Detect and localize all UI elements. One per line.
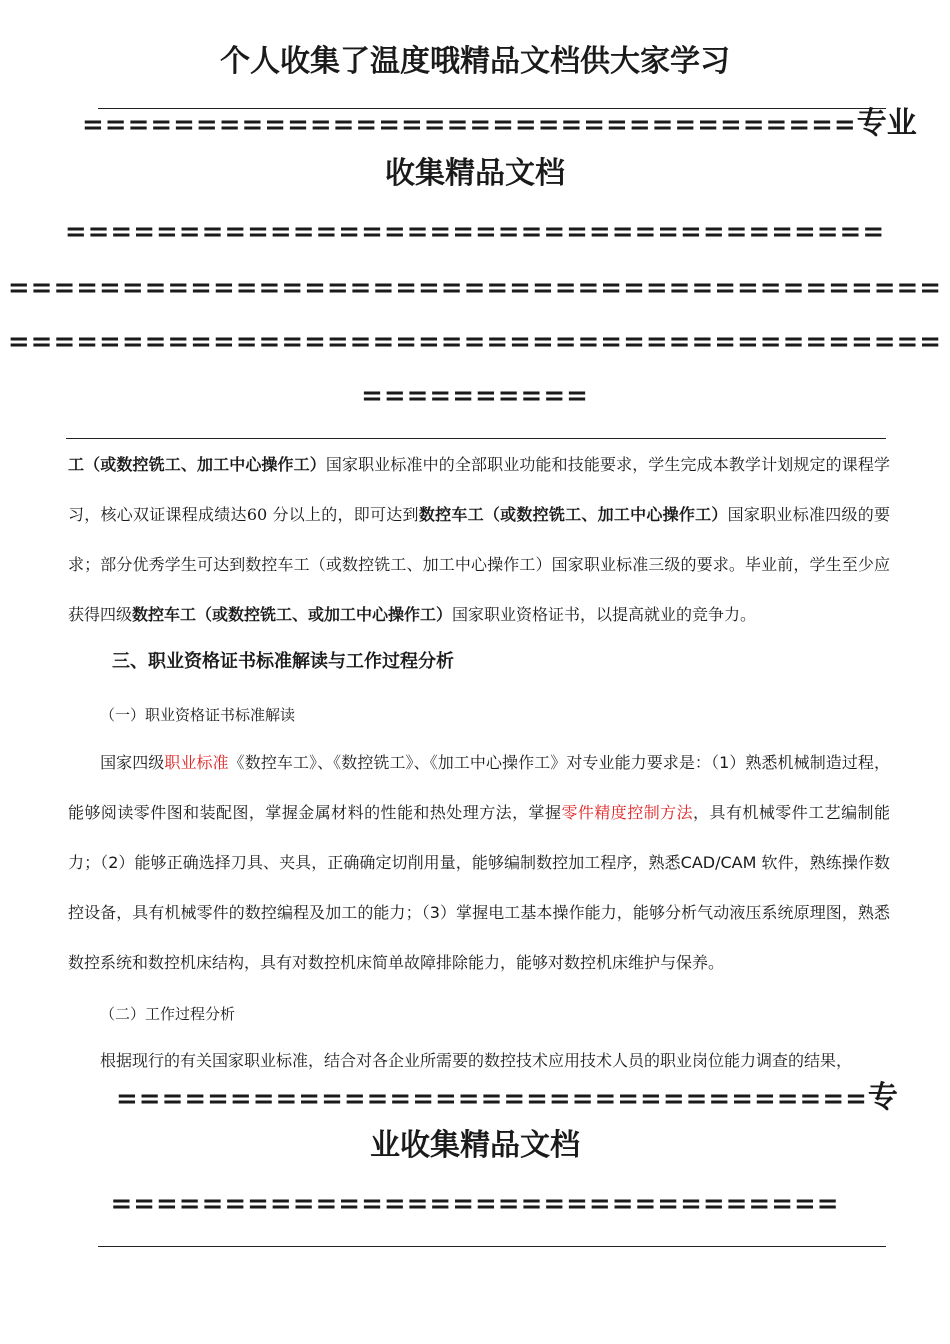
header-subtitle: 收集精品文档	[385, 156, 565, 191]
p1-number: 60	[246, 505, 268, 524]
header-eq-line-1	[82, 104, 917, 144]
footer-subtitle: 业收集精品文档	[370, 1128, 580, 1163]
eq-tail: 专	[867, 1080, 898, 1115]
section-3-heading: 三、职业资格证书标准解读与工作过程分析	[112, 651, 454, 672]
subsection-2-heading: （二）工作过程分析	[100, 1005, 236, 1023]
p2-red-1: 职业标准	[164, 753, 229, 772]
p2-text-2: 《数控车工》、《数控铣工》、《加工中心操作工》对专业能力要求是：（1）熟悉机械制造过程，能够阅读零件图和装配图，掌握金属材料的性能和热处理方法，掌握	[68, 753, 890, 822]
p2-text-1: 国家四级	[100, 753, 165, 772]
footer-eq-line-1	[116, 1078, 898, 1118]
header-eq-line-4: =========================================	[7, 327, 943, 357]
p1-text-3: 国家职业标准四级的要求；部分优秀学生可达到数控车工（或数控铣工、加工中心操作工）国家职业标准三级的要求。毕业前，学生至少应获得四级	[68, 505, 890, 624]
subsection-1-heading: （一）职业资格证书标准解读	[100, 706, 296, 724]
page-title: 个人收集了温度哦精品文档供大家学习	[220, 44, 730, 79]
footer-eq-line-2: ================================	[110, 1189, 840, 1219]
p2-red-2: 零件精度控制方法	[561, 803, 694, 822]
paragraph-1	[68, 440, 890, 640]
p1-text-4: 国家职业资格证书，以提高就业的竞争力。	[452, 605, 757, 624]
p1-text-1: 国家职业标准中的全部职业功能和技能要求，学生完成本教学计划规定的课程学习，核心双证课程成绩达	[68, 455, 890, 524]
eq-text: =================================	[116, 1084, 868, 1114]
header-eq-line-2: ====================================	[64, 217, 886, 247]
header-eq-line-3: =========================================	[7, 273, 943, 303]
p2-text-3: ，具有机械零件工艺编制能力；（2）能够正确选择刀具、夹具，正确确定切削用量，能够编制数控加工程序，熟悉CAD/CAM 软件，熟练操作数控设备，具有机械零件的数控编程及加工的能力；（3）掌握电工基本操作能力，能够分析气动液压系统原理图，熟悉数控系统和数控机床结构，具有对数控机床简单故障排除能力，能够对数控机床维护与保养。	[68, 803, 890, 972]
header-bottom-rule	[66, 438, 886, 439]
eq-tail: 专业	[856, 106, 917, 141]
p1-bold-3: 数控车工（或数控铣工、或加工中心操作工）	[132, 605, 453, 624]
paragraph-2	[68, 738, 890, 988]
header-eq-line-5: ==========	[361, 381, 589, 411]
p3-text: 根据现行的有关国家职业标准，结合对各企业所需要的数控技术应用技术人员的职业岗位能力调查的结果，	[100, 1051, 853, 1070]
p1-bold-1: 工（或数控铣工、加工中心操作工）	[68, 455, 326, 474]
footer-rule	[98, 1246, 886, 1247]
p1-bold-2: 数控车工（或数控铣工、加工中心操作工）	[418, 505, 728, 524]
p1-text-2: 分以上的，即可达到	[267, 505, 419, 524]
eq-text: ==================================	[82, 110, 857, 140]
